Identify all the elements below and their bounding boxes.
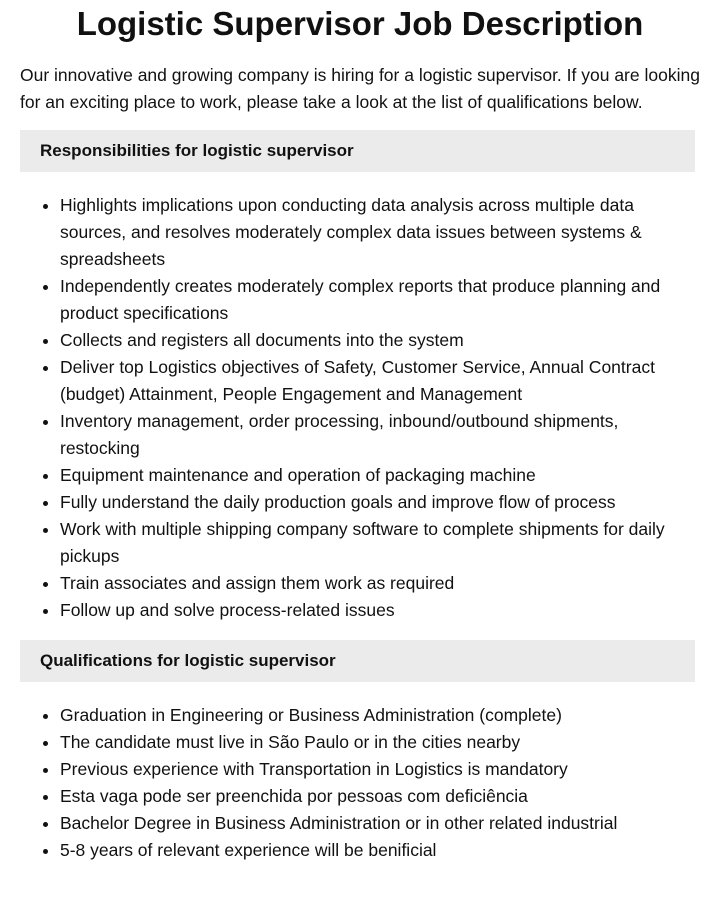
list-item: • Follow up and solve process-related issues xyxy=(60,597,690,624)
list-item: • Graduation in Engineering or Business Administration (complete) xyxy=(60,702,690,729)
list-item: • Fully understand the daily production goals and improve flow of process xyxy=(60,489,690,516)
responsibilities-heading: Responsibilities for logistic supervisor xyxy=(20,130,695,172)
list-item: • Previous experience with Transportation in Logistics is mandatory xyxy=(60,756,690,783)
qualifications-heading: Qualifications for logistic supervisor xyxy=(20,640,695,682)
page-title: Logistic Supervisor Job Description xyxy=(76,5,644,42)
list-item: • Highlights implications upon conducting data analysis across multiple data sources, and resolves moderately complex data issues between systems & spreadsheets xyxy=(60,192,690,273)
intro-text: Our innovative and growing company is hiring for a logistic supervisor. If you are looking for an exciting place to work, please take a look at the list of qualifications below. xyxy=(20,65,700,112)
list-item: • Independently creates moderately complex reports that produce planning and product specifications xyxy=(60,273,690,327)
list-item: • Work with multiple shipping company software to complete shipments for daily pickups xyxy=(60,516,690,570)
list-item: • The candidate must live in São Paulo or in the cities nearby xyxy=(60,729,690,756)
list-item: • Bachelor Degree in Business Administration or in other related industrial xyxy=(60,810,690,837)
list-item: • 5-8 years of relevant experience will be benificial xyxy=(60,837,690,864)
list-item: • Deliver top Logistics objectives of Safety, Customer Service, Annual Contract (budget) Attainment, People Engagement and Management xyxy=(60,354,690,408)
list-item: • Inventory management, order processing, inbound/outbound shipments, restocking xyxy=(60,408,690,462)
list-item: • Train associates and assign them work as required xyxy=(60,570,690,597)
list-item: • Esta vaga pode ser preenchida por pessoas com deficiência xyxy=(60,783,690,810)
qualifications-list xyxy=(20,702,690,864)
responsibilities-list xyxy=(20,192,690,624)
list-item: • Equipment maintenance and operation of packaging machine xyxy=(60,462,690,489)
list-item: • Collects and registers all documents into the system xyxy=(60,327,690,354)
